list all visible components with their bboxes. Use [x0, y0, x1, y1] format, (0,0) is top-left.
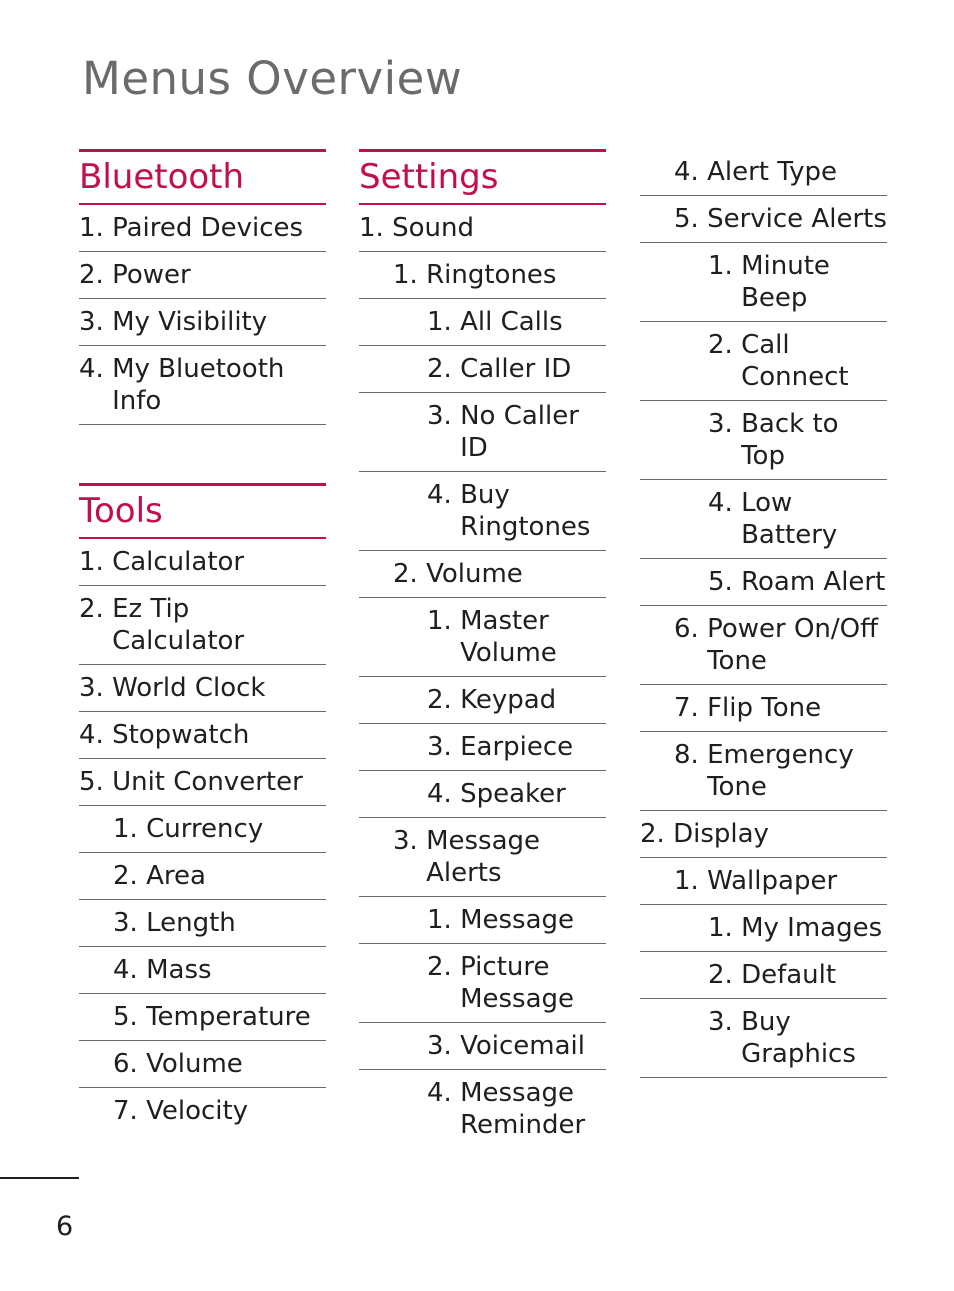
section-spacer — [79, 425, 326, 483]
menu-item: 5. Roam Alert — [640, 559, 887, 606]
menu-column-2 — [359, 149, 606, 1148]
menu-item: 1. Wallpaper — [640, 858, 887, 905]
menu-item: 3. My Visibility — [79, 299, 326, 346]
menu-item: 2. Area — [79, 853, 326, 900]
menu-item: 1. My Images — [640, 905, 887, 952]
menu-item: 3. World Clock — [79, 665, 326, 712]
menu-item: 5. Temperature — [79, 994, 326, 1041]
footer-rule — [0, 1177, 79, 1179]
menu-column-3 — [640, 149, 887, 1078]
menu-item: 4. Buy Ringtones — [359, 472, 606, 551]
menu-item: 1. Minute Beep — [640, 243, 887, 322]
menu-item: 4. Stopwatch — [79, 712, 326, 759]
menu-item: 3. Voicemail — [359, 1023, 606, 1070]
menu-item: 6. Power On/Off Tone — [640, 606, 887, 685]
section-heading-bluetooth: Bluetooth — [79, 149, 326, 205]
menu-item: 2. Volume — [359, 551, 606, 598]
menu-item: 3. Buy Graphics — [640, 999, 887, 1078]
menu-item: 4. Alert Type — [640, 149, 887, 196]
menu-item: 5. Service Alerts — [640, 196, 887, 243]
menu-item: 3. Message Alerts — [359, 818, 606, 897]
menu-item: 4. My Bluetooth Info — [79, 346, 326, 425]
menu-item: 2. Call Connect — [640, 322, 887, 401]
menu-item: 1. All Calls — [359, 299, 606, 346]
menu-item: 3. Length — [79, 900, 326, 947]
menu-column-1 — [79, 149, 326, 1134]
menu-item: 4. Speaker — [359, 771, 606, 818]
menu-item: 2. Keypad — [359, 677, 606, 724]
menu-item: 2. Picture Message — [359, 944, 606, 1023]
page-title: Menus Overview — [82, 52, 463, 105]
page-number: 6 — [56, 1211, 74, 1242]
menu-item: 3. Earpiece — [359, 724, 606, 771]
menu-item: 1. Paired Devices — [79, 205, 326, 252]
menu-item: 2. Default — [640, 952, 887, 999]
section-heading-tools: Tools — [79, 483, 326, 539]
menu-item: 2. Display — [640, 811, 887, 858]
menu-item: 4. Low Battery — [640, 480, 887, 559]
menu-item: 3. No Caller ID — [359, 393, 606, 472]
menu-item: 2. Caller ID — [359, 346, 606, 393]
menu-item: 7. Velocity — [113, 1096, 249, 1126]
menu-item: 1. Calculator — [79, 539, 326, 586]
menu-item: 1. Message — [359, 897, 606, 944]
menu-item: 1. Sound — [359, 205, 606, 252]
menu-item: 6. Volume — [79, 1041, 326, 1088]
menu-item: 7. Flip Tone — [640, 685, 887, 732]
menu-item: 1. Master Volume — [359, 598, 606, 677]
menu-item: 3. Back to Top — [640, 401, 887, 480]
menu-item: 5. Unit Converter — [79, 759, 326, 806]
menu-item: 1. Ringtones — [359, 252, 606, 299]
menu-item: 4. Mass — [79, 947, 326, 994]
section-heading-settings: Settings — [359, 149, 606, 205]
menu-item: 2. Ez Tip Calculator — [79, 586, 326, 665]
menu-item: 1. Currency — [79, 806, 326, 853]
menu-item: 8. Emergency Tone — [640, 732, 887, 811]
menu-item: 4. Message Reminder — [427, 1078, 586, 1140]
menu-item: 2. Power — [79, 252, 326, 299]
